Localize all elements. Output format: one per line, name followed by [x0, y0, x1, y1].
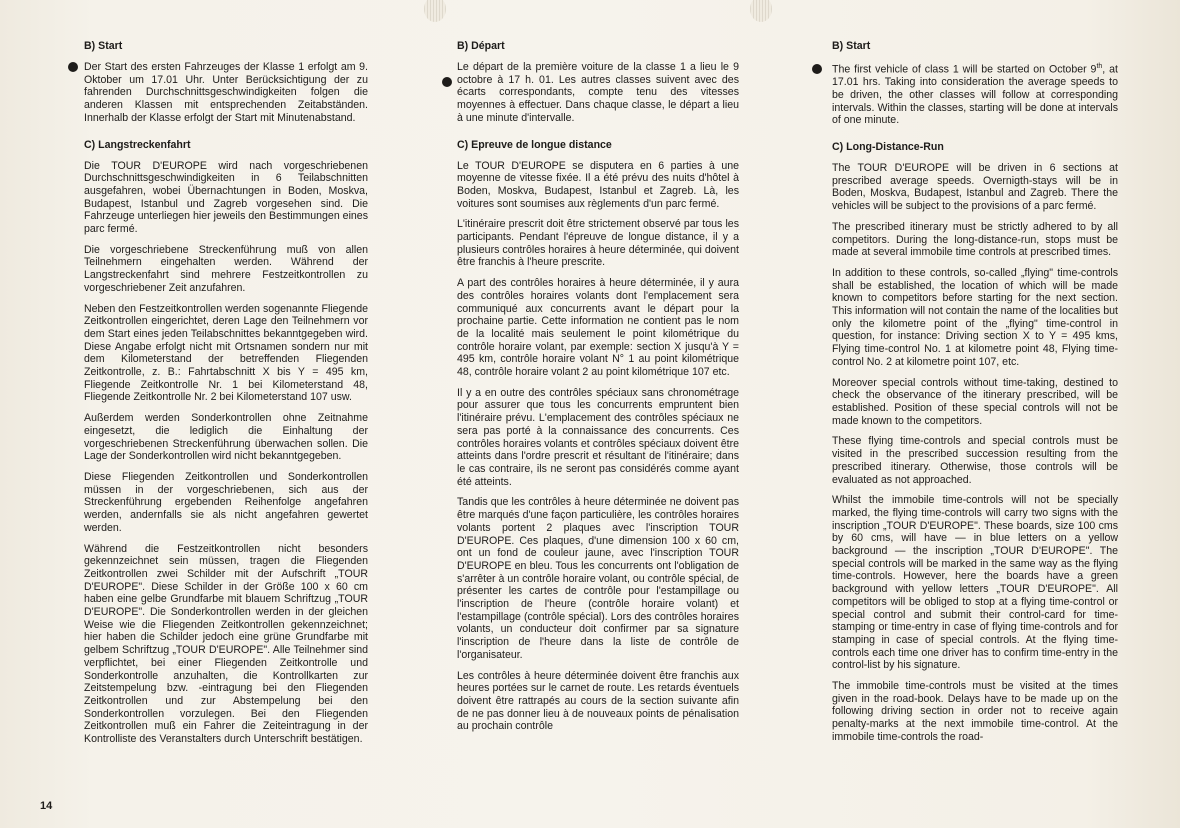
bullet-dot-english: [812, 64, 822, 74]
french-column: [457, 40, 739, 741]
french-start-text: Le départ de la première voiture de la classe 1 a lieu le 9 octobre à 17 h. 01. Les autres classes suivent avec des écarts correspondants, compte tenu des vitesses moyennes à effectuer. Dans chaque classe, le départ a lieu à une minute d'intervalle.: [457, 61, 739, 124]
english-start-text-a: The first vehicle of class 1 will be started on October 9: [832, 63, 1097, 76]
german-paragraph: Während die Festzeitkontrollen nicht besonders gekennzeichnet sein müssen, tragen die Fliegenden Zeitkontrollen zwei Schilder mit der Aufschrift „TOUR D'EUROPE". Diese Schilder in der Größe 100 x 60 cm haben eine gelbe Grundfarbe mit blauem Schriftzug „TOUR D'EUROPE". Die Sonderkontrollen werden in der gleichen Weise wie die Fliegenden Zeitkontrollen gekennzeichnet; hier haben die Schilder jedoch eine grüne Grundfarbe mit gelbem Schriftzug „TOUR D'EUROPE". Alle Teilnehmer sind verpflichtet, bei einer Fliegenden Zeitkontrolle und Sonderkontrolle anzuhalten, die Kontrollkarten zur Zeitstempelung bzw. -eintragung bei den Fliegenden Zeitkontrollen und zur Abstempelung bei den Sonderkontrollen vorzulegen. Bei den Fliegenden Zeitkontrollen muß ein Fahrer die Zeiteintragung in der Kontrolliste des Veranstalters durch Unterschrift bestätigen.: [84, 542, 368, 746]
german-paragraph: Außerdem werden Sonderkontrollen ohne Zeitnahme eingesetzt, die lediglich die Einhaltung der vorgeschriebenen Streckenführung überwachen sollen. Die Lage der Sonderkontrollen wird nicht bekanntgegeben.: [84, 412, 368, 463]
binding-hole-right: [750, 0, 772, 22]
english-paragraph: Moreover special controls without time-taking, destined to check the observance of the itinerary prescribed, will be established. Position of these special controls will not be made known to the competitors.: [832, 376, 1118, 427]
english-paragraph: The prescribed itinerary must be strictly adhered to by all competitors. During the long-distance-run, stops must be made at several immobile time controls at prescribed times.: [832, 220, 1118, 259]
german-start-heading: B) Start: [84, 40, 123, 52]
french-paragraph: Le TOUR D'EUROPE se disputera en 6 parties à une moyenne de vitesse fixée. Il a été prévu des nuits d'hôtel à Boden, Moskva, Budapest, Istanbul et Zagreb. Là, les voitures sont soumises aux règlements d'un parc fermé.: [457, 159, 739, 210]
french-start-heading: B) Départ: [457, 40, 505, 52]
english-paragraph: The immobile time-controls must be visited at the times given in the road-book. Delays have to be made up on the following driving section in order not to receive again penalty-marks at the next immobile time-control. At the immobile time-controls the road-: [832, 680, 1118, 743]
english-paragraph: The TOUR D'EUROPE will be driven in 6 sections at prescribed average speeds. Overnigth-stays will be in Boden, Moskva, Budapest, Istanbul and Zagreb. There the vehicles will be subject to the provisions of a parc fermé.: [832, 162, 1118, 213]
english-start-text-b: , at 17.01 hrs. Taking into consideration the average speeds to be driven, the other classes will follow at corresponding intervals. Within the classes, starting will be done at intervals of one minute.: [832, 63, 1118, 127]
english-paragraph: Whilst the immobile time-controls will not be specially marked, the flying time-controls will carry two signs with the inscription „TOUR D'EUROPE". These boards, size 100 cms by 60 cms, will have — in blue letters on a yellow background — the inscription „TOUR D'EUROPE". The special controls will be marked in the same way as the flying time-controls. However, here the boards have a green background with yellow letters „TOUR D'EUROPE". All competitors will be obliged to stop at a flying time-control or special control and submit their control-card for time-stamping or time-entry in case of flying time-controls and for stamping in case of special controls. At the flying time-controls each time one driver has to confirm time-entry in the control-list by his signature.: [832, 494, 1118, 672]
english-paragraph: These flying time-controls and special controls must be visited in the prescribed succession resulting from the prescribed itinerary. Otherwise, those controls will be evaluated as not approached.: [832, 435, 1118, 486]
french-paragraph: Tandis que les contrôles à heure déterminée ne doivent pas être marqués d'une façon particulière, les contrôles horaires volants portent 2 plaques avec l'inscription TOUR D'EUROPE. Ces plaques, d'une dimension 100 x 60 cm, ont un fond de couleur jaune, avec l'inscription TOUR D'EUROPE en bleu. Tous les concurrents ont l'obligation de s'arrêter à un contrôle horaire volant, ou contrôle spécial, de présenter les cartes de contrôle pour l'estampillage ou l'inscription de l'heure (contrôle horaire volant) et l'estampillage (contrôle spécial). Lors des contrôles horaires volants, un conducteur doit confirmer par sa signature l'inscription de l'heure dans la liste de contrôle de l'organisateur.: [457, 496, 739, 661]
german-paragraph: Neben den Festzeitkontrollen werden sogenannte Fliegende Zeitkontrollen eingerichtet, deren Lage den Teilnehmern vor dem Start eines jeden Teilabschnittes bekanntgegeben wird. Diese Angabe erfolgt nicht mit Ortsnamen sondern nur mit dem Kilometerstand der betreffenden Fliegenden Zeitkontrolle, z. B.: Fahrtabschnitt X bis Y = 495 km, Fliegende Zeitkontrolle Nr. 1 bei Kilometerstand 48, Fliegende Zeitkontrolle Nr. 2 bei Kilometerstand 107 usw.: [84, 302, 368, 404]
german-paragraph: Die TOUR D'EUROPE wird nach vorgeschriebenen Durchschnittsgeschwindigkeiten in 6 Teilabschnitten ausgefahren, wobei Übernachtungen in Boden, Moskva, Budapest, Istanbul und Zagreb vorgesehen sind. Die Fahrzeuge unterliegen hier jeweils den Bestimmungen eines parc fermé.: [84, 159, 368, 236]
german-column: [84, 40, 368, 754]
english-start-text: [832, 61, 1118, 127]
bullet-dot-french: [442, 77, 452, 87]
german-paragraph: Diese Fliegenden Zeitkontrollen und Sonderkontrollen müssen in der vorgeschriebenen, sich aus der Streckenführung ergebenden Reihenfolge angefahren werden, andernfalls sie als nicht angefahren gewertet werden.: [84, 470, 368, 534]
french-paragraph: Les contrôles à heure déterminée doivent être franchis aux heures portées sur le carnet de route. Les retards éventuels doivent être rattrapés au cours de la section suivante afin de ne pas donner lieu à de nouveaux points de pénalisation au prochain contrôle: [457, 669, 739, 733]
french-long-heading: C) Epreuve de longue distance: [457, 138, 612, 151]
german-paragraph: Die vorgeschriebene Streckenführung muß von allen Teilnehmern eingehalten werden. Während der Langstreckenfahrt sind mehrere Festzeitkontrollen zu vorgeschriebener Zeit anzufahren.: [84, 243, 368, 294]
binding-hole-left: [424, 0, 446, 22]
english-paragraph: In addition to these controls, so-called „flying" time-controls shall be established, the location of which will be made known to competitors before starting for the next section. This information will not contain the name of the localities but only the kilometre point of the „flying" time-control in question, for instance: Driving section X to Y = 495 kms, Flying time-control No. 1 at kilometre point 48, Flying time-control No. 2 at kilometre point 107, etc.: [832, 266, 1118, 368]
french-paragraph: Il y a en outre des contrôles spéciaux sans chronométrage pour assurer que tous les concurrents empruntent bien l'itinéraire prévu. L'emplacement des contrôles spéciaux ne sera pas porté à la connaissance des concurrents. Ces contrôles horaires volants et contrôles spéciaux doivent être atteints dans l'ordre prescrit et résultant de l'itinéraire; dans le cas contraire, ils ne seront pas considérés comme ayant été atteints.: [457, 386, 739, 488]
english-long-heading: C) Long-Distance-Run: [832, 141, 944, 154]
german-long-heading: C) Langstreckenfahrt: [84, 138, 191, 151]
english-start-text-sup: th: [1096, 63, 1103, 70]
english-column: [832, 40, 1118, 752]
page-number: 14: [40, 800, 53, 812]
english-start-heading: B) Start: [832, 40, 871, 52]
german-start-text: Der Start des ersten Fahrzeuges der Klasse 1 erfolgt am 9. Oktober um 17.01 Uhr. Unter Berücksichtigung der zu fahrenden Durchschnittsgeschwindigkeiten folgen die anderen Klassen mit entsprechenden Zeitabständen. Innerhalb der Klasse erfolgt der Start mit Minutenabstand.: [84, 61, 368, 124]
french-paragraph: L'itinéraire prescrit doit être strictement observé par tous les participants. Pendant l'épreuve de longue distance, il y a plusieurs contrôles horaires à heure déterminée, qui doivent être franchis à l'heure prescrite.: [457, 218, 739, 269]
bullet-dot-german: [68, 62, 78, 72]
french-paragraph: A part des contrôles horaires à heure déterminée, il y aura des contrôles horaires volants dont l'emplacement sera communiqué aux concurrents avant le départ pour la prochaine partie. Cette information ne contient pas le nom de la localité mais seulement le point kilométrique du contrôle horaire volant, par exemple: section X jusqu'à Y = 495 km, contrôle horaire volant N° 1 au point kilométrique 48, contrôle horaire volant 2 au point kilométrique 107 etc.: [457, 277, 739, 379]
